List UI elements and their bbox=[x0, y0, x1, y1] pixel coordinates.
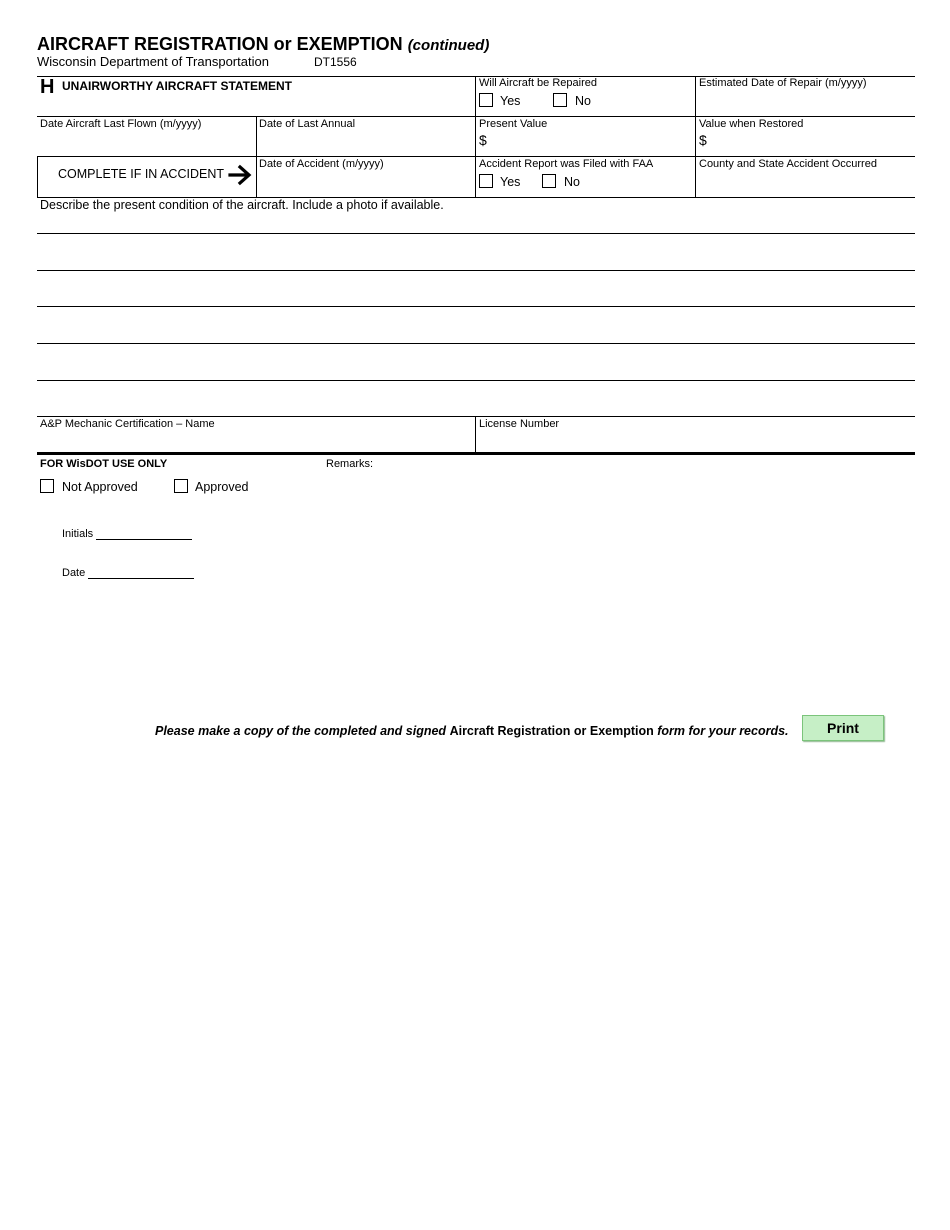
divider bbox=[37, 116, 915, 117]
footer-note-form-name: Aircraft Registration or Exemption bbox=[449, 724, 654, 738]
not-approved-checkbox[interactable] bbox=[40, 479, 54, 493]
county-state-label: County and State Accident Occurred bbox=[699, 158, 877, 170]
repair-no-checkbox[interactable] bbox=[553, 93, 567, 107]
accident-report-label: Accident Report was Filed with FAA bbox=[479, 158, 654, 170]
column-divider bbox=[256, 116, 257, 197]
last-flown-label: Date Aircraft Last Flown (m/yyyy) bbox=[40, 118, 202, 130]
wisdot-use-title: FOR WisDOT USE ONLY bbox=[40, 458, 168, 470]
column-divider bbox=[475, 76, 476, 197]
present-value-label: Present Value bbox=[479, 118, 548, 130]
department-name: Wisconsin Department of Transportation bbox=[37, 54, 269, 69]
arrow-right-icon bbox=[228, 164, 252, 186]
repair-no-label: No bbox=[575, 94, 591, 108]
approved-checkbox[interactable] bbox=[174, 479, 188, 493]
footer-note bbox=[155, 724, 789, 738]
approved-label: Approved bbox=[195, 480, 249, 494]
not-approved-label: Not Approved bbox=[62, 480, 138, 494]
est-repair-date-label: Estimated Date of Repair (m/yyyy) bbox=[699, 77, 867, 89]
repair-yes-checkbox[interactable] bbox=[479, 93, 493, 107]
report-yes-label: Yes bbox=[500, 175, 521, 189]
repair-yes-label: Yes bbox=[500, 94, 521, 108]
will-repair-label: Will Aircraft be Repaired bbox=[479, 77, 597, 89]
section-letter: H bbox=[40, 76, 55, 98]
last-annual-label: Date of Last Annual bbox=[259, 118, 356, 130]
report-no-label: No bbox=[564, 175, 580, 189]
date-line bbox=[88, 578, 194, 579]
divider bbox=[37, 416, 915, 417]
column-divider bbox=[475, 416, 476, 452]
column-divider bbox=[695, 76, 696, 197]
footer-note-part3: form for your records. bbox=[657, 724, 789, 738]
remarks-label: Remarks: bbox=[326, 458, 374, 470]
page-title bbox=[37, 34, 489, 55]
divider bbox=[37, 156, 915, 157]
license-number-label: License Number bbox=[479, 418, 560, 430]
section-divider bbox=[37, 452, 915, 455]
form-number: DT1556 bbox=[314, 55, 357, 69]
print-button[interactable]: Print bbox=[802, 715, 884, 741]
initials-label: Initials bbox=[62, 528, 94, 540]
footer-note-part1: Please make a copy of the completed and signed bbox=[155, 724, 447, 738]
value-restored-currency: $ bbox=[699, 132, 707, 148]
mechanic-name-label: A&P Mechanic Certification – Name bbox=[40, 418, 215, 430]
writing-line bbox=[37, 343, 915, 344]
title-suffix: (continued) bbox=[407, 37, 490, 54]
date-label: Date bbox=[62, 567, 86, 579]
section-title: UNAIRWORTHY AIRCRAFT STATEMENT bbox=[62, 79, 292, 93]
writing-line bbox=[37, 233, 915, 234]
present-value-currency: $ bbox=[479, 132, 487, 148]
initials-line bbox=[96, 539, 192, 540]
value-restored-label: Value when Restored bbox=[699, 118, 804, 130]
writing-line bbox=[37, 270, 915, 271]
writing-line bbox=[37, 380, 915, 381]
writing-line bbox=[37, 306, 915, 307]
column-divider bbox=[37, 156, 38, 197]
describe-condition-label: Describe the present condition of the aircraft. Include a photo if available. bbox=[40, 198, 444, 212]
report-no-checkbox[interactable] bbox=[542, 174, 556, 188]
title-main: AIRCRAFT REGISTRATION or EXEMPTION bbox=[37, 34, 403, 54]
report-yes-checkbox[interactable] bbox=[479, 174, 493, 188]
accident-date-label: Date of Accident (m/yyyy) bbox=[259, 158, 384, 170]
accident-prompt: COMPLETE IF IN ACCIDENT bbox=[58, 167, 224, 181]
